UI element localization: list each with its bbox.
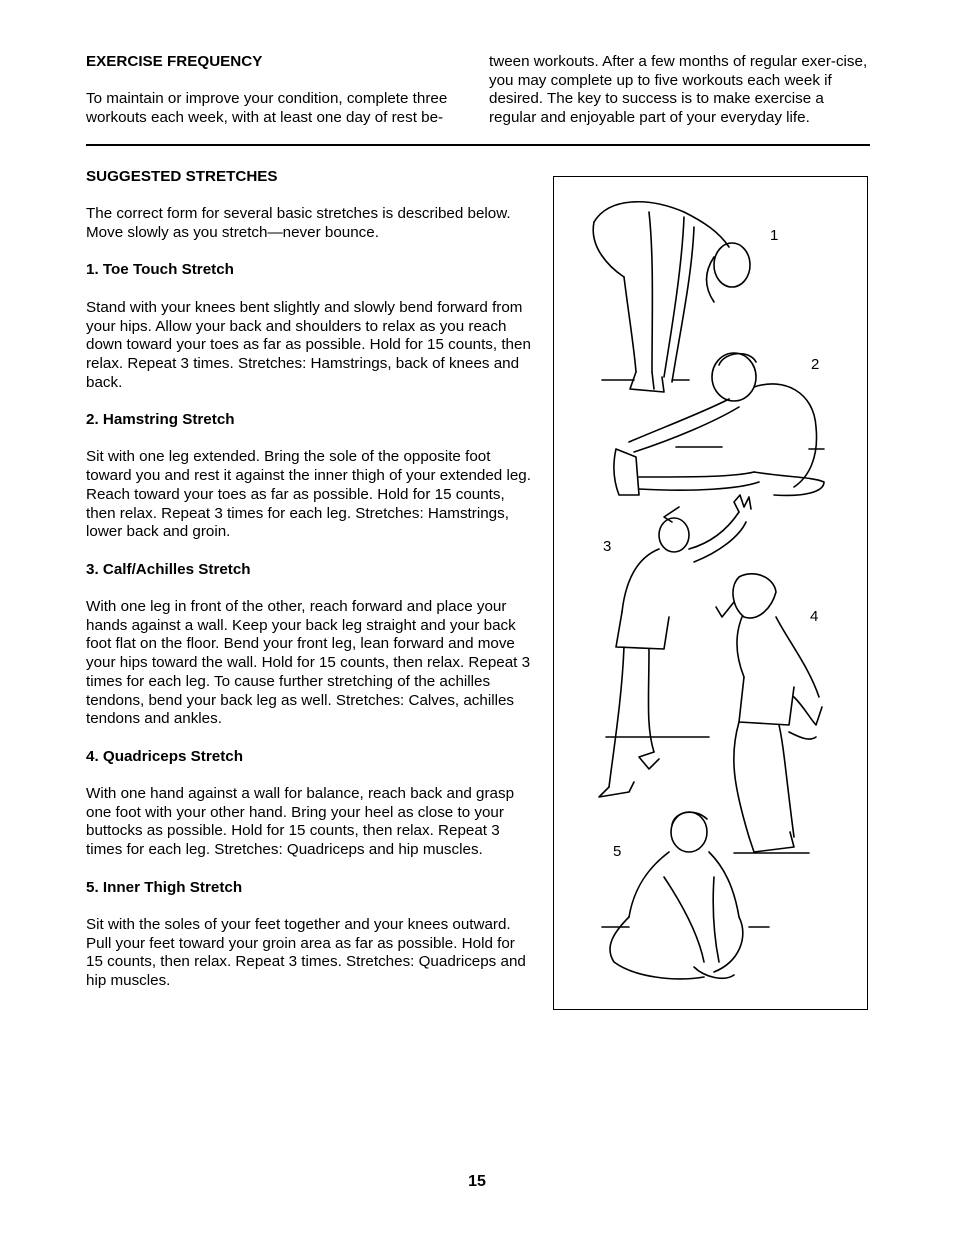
- stretch-title-1: 1. Toe Touch Stretch: [86, 261, 234, 279]
- frequency-left-column: [86, 53, 471, 128]
- figure-label-5: 5: [613, 843, 622, 860]
- stretches-heading: SUGGESTED STRETCHES: [86, 168, 278, 185]
- calf-stretch-figure: [599, 495, 751, 797]
- figure-label-1: 1: [770, 227, 779, 244]
- stretch-title-3: 3. Calf/Achilles Stretch: [86, 560, 251, 578]
- stretch-text-1: Stand with your knees bent slightly and slowly bend forward from your hips. Allow your back and shoulders to relax as you reach down toward your toes as far as possible. Hold for 15 counts, then relax. Repeat 3 times. Stretches: Hamstrings, back of knees and back.: [86, 298, 531, 391]
- frequency-text-left: To maintain or improve your condition, complete three workouts each week, with at least one day of rest be-: [86, 90, 448, 127]
- frequency-text-right: tween workouts. After a few months of regular exer-cise, you may complete up to five workouts each week if desired. The key to success is to make exercise a regular and enjoyable part of your everyday life.: [489, 53, 868, 127]
- hamstring-stretch-figure: [614, 353, 824, 495]
- inner-thigh-stretch-figure: [602, 812, 769, 979]
- stretch-title-5: 5. Inner Thigh Stretch: [86, 878, 243, 896]
- stretches-column: [86, 168, 531, 991]
- stretches-intro: The correct form for several basic stretches is described below. Move slowly as you stretch—never bounce.: [86, 205, 511, 242]
- stretch-title-4: 4. Quadriceps Stretch: [86, 747, 243, 765]
- toe-touch-figure: [593, 202, 750, 392]
- figure-label-3: 3: [603, 538, 612, 555]
- stretch-illustration-box: [553, 176, 868, 1010]
- figure-label-2: 2: [811, 356, 820, 373]
- stretch-text-2: Sit with one leg extended. Bring the sole of the opposite foot toward you and rest it against the inner thigh of your extended leg. Reach toward your toes as far as possible. Hold for 15 counts, then relax. Repeat 3 times for each leg. Stretches: Hamstrings, lower back and groin.: [86, 448, 531, 541]
- section-divider: [86, 144, 870, 146]
- stretch-illustrations: [554, 177, 869, 1011]
- page-number: 15: [468, 1173, 486, 1190]
- figure-label-4: 4: [810, 608, 819, 625]
- quadriceps-stretch-figure: [716, 574, 822, 853]
- stretch-text-3: With one leg in front of the other, reach forward and place your hands against a wall. Keep your back leg straight and your back foot flat on the floor. Bend your front leg, lean forward and move your hips toward the wall. Hold for 15 counts, then relax. Repeat 3 times for each leg. To cause further stretching of the achilles tendons, bend your back leg as well. Stretches: Calves, achilles tendons and ankles.: [86, 598, 531, 728]
- stretch-title-2: 2. Hamstring Stretch: [86, 411, 235, 429]
- stretch-text-4: With one hand against a wall for balance, reach back and grasp one foot with your other hand. Bring your heel as close to your buttocks as possible. Hold for 15 counts, then relax. Repeat 3 times for each leg. Stretches: Quadriceps and hip muscles.: [86, 785, 515, 859]
- stretch-text-5: Sit with the soles of your feet together and your knees outward. Pull your feet toward your groin area as far as possible. Hold for 15 counts, then relax. Repeat 3 times. Stretches: Quadriceps and hip muscles.: [86, 915, 526, 990]
- frequency-heading: EXERCISE FREQUENCY: [86, 53, 263, 70]
- frequency-right-column: [489, 53, 874, 128]
